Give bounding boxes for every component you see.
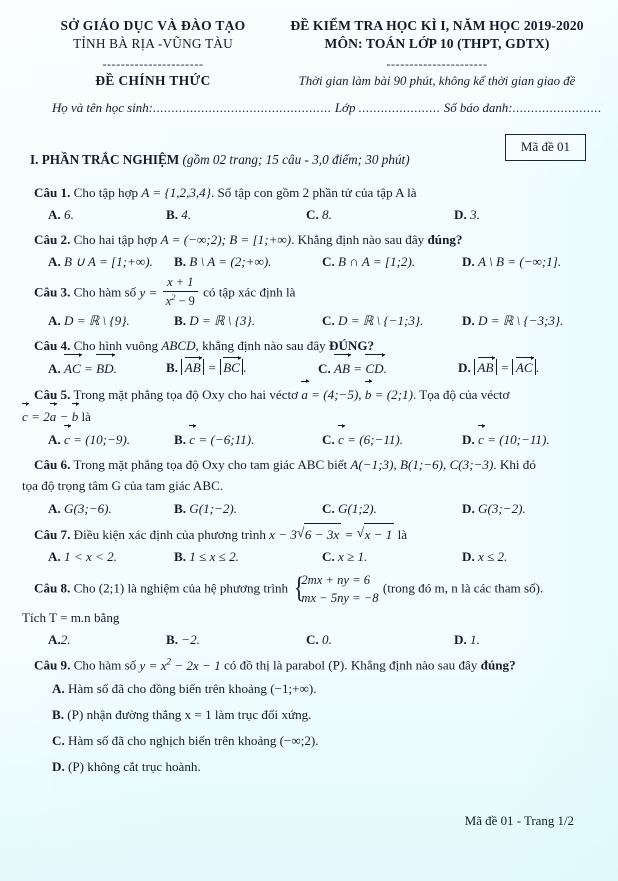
question-3-option-c[interactable]: C. D = ℝ \ {−1;3}. [322, 313, 424, 329]
question-8-option-b[interactable]: B. −2. [166, 632, 200, 648]
question-5-vector-a: a = (4;−5), [301, 387, 361, 402]
question-2-option-a[interactable]: A. B ∪ A = [1;+∞). [48, 254, 153, 270]
class-label: Lớp [334, 101, 356, 116]
question-9 [22, 654, 596, 779]
question-9-option-c[interactable]: C. Hàm số đã cho nghịch biến trên khoảng (−∞;2). [52, 732, 319, 748]
student-name-label: Họ và tên học sinh: [52, 101, 153, 116]
question-4-options [22, 356, 596, 382]
question-3-text-pre: Cho hàm số [73, 284, 137, 300]
question-5-text-post: . Tọa độ của véctơ [412, 387, 510, 402]
question-6-options [22, 497, 596, 522]
question-1-set: A = {1,2,3,4} [141, 185, 211, 201]
question-8-product-text: Tích T = m.n bằng [22, 610, 120, 626]
question-8-option-c[interactable]: C. 0. [306, 632, 332, 648]
question-6-option-a[interactable]: A. G(3;−6). [48, 500, 112, 516]
question-1-text-pre: Cho tập hợp [73, 185, 139, 201]
question-2-option-d[interactable]: D. A \ B = (−∞;1]. [462, 254, 562, 270]
exam-duration-note: Thời gian làm bài 90 phút, không kể thời gian giao đề [298, 74, 576, 89]
question-9-text-pre: Cho hàm số [73, 657, 137, 673]
question-1-option-d[interactable]: D. 3. [454, 207, 480, 223]
question-5 [22, 383, 596, 453]
question-1-option-a[interactable]: A. 6. [48, 207, 74, 223]
question-8-stem-line2 [22, 607, 596, 628]
question-4 [22, 335, 596, 382]
divider-right: ---------------------- [386, 57, 488, 72]
question-2-number: Câu 2. [34, 232, 71, 248]
question-9-function: $y = x^2 - 2x - 1$ [139, 656, 221, 673]
question-7-equation: x − 3 √ 6 − 3x = √ x − 1 [269, 527, 394, 542]
question-5-option-a[interactable]: A. c = (10;−9). [48, 427, 174, 453]
system-row-2: mx − 5ny = −8 [301, 590, 379, 605]
question-8-text-pre: Cho (2;1) là nghiệm của hệ phương trình [73, 579, 289, 595]
question-7-option-b[interactable]: B. 1 ≤ x ≤ 2. [174, 548, 239, 564]
question-7-text-post: là [397, 526, 408, 542]
question-9-option-d[interactable]: D. (P) không cắt trục hoành. [52, 758, 201, 774]
question-5-options [22, 427, 596, 453]
question-3 [22, 276, 596, 334]
question-8-stem [22, 571, 596, 608]
question-3-stem [22, 276, 596, 309]
question-8-system [292, 571, 378, 608]
question-6-number: Câu 6. [34, 457, 71, 473]
question-5-text-line2-post: là [81, 409, 91, 425]
question-1-options [22, 203, 596, 228]
question-2 [22, 229, 596, 275]
question-9-emphasis: đúng? [480, 657, 516, 673]
question-5-option-c[interactable]: C. c = (6;−11). [322, 427, 462, 453]
class-field[interactable]: ...................... [358, 101, 441, 116]
question-3-options [22, 309, 596, 334]
question-4-emphasis: ĐÚNG? [329, 337, 375, 353]
question-7-options [22, 545, 596, 570]
question-5-expression: c = 2a − b [22, 409, 78, 424]
issuing-authority-block [22, 17, 278, 89]
question-1-option-b[interactable]: B. 4. [166, 207, 192, 223]
exam-title-block [278, 17, 596, 89]
document-header [22, 0, 596, 89]
question-3-text-post: có tập xác định là [203, 284, 296, 300]
question-7 [22, 523, 596, 570]
question-1-stem [22, 182, 596, 203]
question-1 [22, 182, 596, 228]
question-4-text-post: , khẳng định nào sau đây [195, 337, 326, 353]
student-info-line [22, 101, 602, 116]
question-6-text-post: . Khi đó [493, 457, 536, 473]
question-7-option-d[interactable]: D. x ≤ 2. [462, 548, 508, 564]
question-2-option-b[interactable]: B. B \ A = (2;+∞). [174, 254, 272, 270]
exam-code-label: Mã đề 01 [520, 139, 570, 154]
question-4-option-d[interactable]: D. AB = AC . [458, 360, 540, 376]
student-id-field[interactable]: ........................ [512, 101, 602, 116]
question-3-option-d[interactable]: D. D = ℝ \ {−3;3}. [462, 313, 564, 329]
question-9-option-b[interactable]: B. (P) nhận đường thẳng x = 1 làm trục đối xứng. [52, 706, 312, 722]
question-3-number: Câu 3. [34, 284, 71, 300]
official-exam-label: ĐỀ CHÍNH THỨC [95, 72, 211, 88]
question-5-vector-b: b = (2;1) [365, 387, 413, 402]
question-8-option-d[interactable]: D. 1. [454, 632, 480, 648]
question-5-number: Câu 5. [34, 387, 71, 402]
question-3-option-a[interactable]: A. D = ℝ \ {9}. [48, 313, 130, 329]
fraction-denominator: $x^2 - 9$ [165, 291, 195, 309]
question-4-stem [22, 335, 596, 356]
divider-left: ---------------------- [102, 56, 204, 71]
question-4-option-b[interactable]: B. AB = BC . [166, 360, 247, 376]
question-6-option-c[interactable]: C. G(1;2). [322, 500, 377, 516]
question-6-option-d[interactable]: D. G(3;−2). [462, 500, 526, 516]
question-6-stem [22, 454, 596, 475]
question-6-stem-line2: tọa độ trọng tâm G của tam giác ABC. [22, 478, 224, 494]
question-6-option-b[interactable]: B. G(1;−2). [174, 500, 238, 516]
question-2-text-pre: Cho hai tập hợp [73, 232, 158, 248]
system-row-1: { 2mx + ny = 6 [301, 572, 371, 587]
section-subtitle: (gồm 02 trang; 15 câu - 3,0 điểm; 30 phút) [182, 152, 410, 168]
question-3-option-b[interactable]: B. D = ℝ \ {3}. [174, 313, 255, 329]
question-1-number: Câu 1. [34, 185, 71, 201]
question-4-option-c[interactable]: C. AB = CD. [318, 356, 458, 382]
fraction-numerator: x + 1 [163, 276, 198, 292]
question-5-stem [22, 383, 596, 405]
question-2-sets: A = (−∞;2); B = [1;+∞) [160, 232, 292, 248]
question-4-number: Câu 4. [34, 337, 71, 353]
question-1-option-c[interactable]: C. 8. [306, 207, 332, 223]
department-line-2: TỈNH BÀ RỊA -VŨNG TÀU [73, 35, 233, 51]
question-6-text-pre: Trong mặt phẳng tọa độ Oxy cho tam giác ABC biết [73, 457, 348, 473]
student-id-label: Số báo danh: [443, 101, 513, 116]
question-2-options [22, 250, 596, 275]
question-9-option-a[interactable]: A. Hàm số đã cho đồng biến trên khoảng (−1;+∞). [52, 680, 317, 696]
question-9-number: Câu 9. [34, 657, 71, 673]
question-7-option-c[interactable]: C. x ≥ 1. [322, 548, 368, 564]
question-2-stem [22, 229, 596, 250]
exam-code-box [505, 134, 586, 161]
question-5-stem-line2 [22, 405, 596, 427]
question-2-text-post: . Khẳng định nào sau đây [291, 232, 425, 248]
question-8-number: Câu 8. [34, 579, 71, 595]
question-6 [22, 454, 596, 521]
question-3-fraction [163, 276, 198, 308]
question-list [22, 182, 596, 779]
question-8-text-post: (trong đó m, n là các tham số). [382, 579, 544, 595]
question-4-text-pre: Cho hình vuông [73, 337, 159, 353]
question-7-stem [22, 523, 596, 545]
question-8-option-a[interactable]: A.2. [48, 632, 71, 648]
question-5-option-d[interactable]: D. c = (10;−11). [462, 427, 592, 453]
question-1-text-post: . Số tập con gồm 2 phần tử của tập A là [210, 185, 417, 201]
student-name-field[interactable]: ................................................ [152, 101, 332, 116]
question-7-text-pre: Điều kiện xác định của phương trình [73, 526, 266, 542]
question-8 [22, 571, 596, 654]
department-line-1: SỞ GIÁO DỤC VÀ ĐÀO TẠO [60, 18, 246, 33]
exam-title-line-1: ĐỀ KIỂM TRA HỌC KÌ I, NĂM HỌC 2019-2020 [290, 18, 584, 33]
question-7-number: Câu 7. [34, 526, 71, 542]
question-9-text-mid: có đồ thị là parabol (P). Khẳng định nào sau đây [223, 657, 478, 673]
question-6-points: A(−1;3), B(1;−6), C(3;−3) [350, 457, 494, 473]
question-8-options [22, 628, 596, 653]
question-4-square: ABCD [161, 337, 196, 353]
question-4-option-a[interactable]: A. AC = BD. [48, 356, 166, 382]
exam-title-line-2: MÔN: TOÁN LỚP 10 (THPT, GDTX) [324, 36, 550, 52]
question-2-option-c[interactable]: C. B ∩ A = [1;2). [322, 254, 416, 270]
question-9-stem [22, 654, 596, 676]
page-footer: Mã đề 01 - Trang 1/2 [464, 814, 574, 828]
section-title: I. PHẦN TRẮC NGHIỆM [30, 152, 180, 168]
question-2-emphasis: đúng? [427, 232, 463, 248]
question-7-option-a[interactable]: A. 1 < x < 2. [48, 548, 117, 564]
question-9-options [22, 676, 596, 780]
question-5-text-pre: Trong mặt phẳng tọa độ Oxy cho hai véctơ [73, 387, 299, 402]
question-3-function: y = $\frac{x + 1}{x^2 - 9}$ [140, 285, 204, 300]
question-5-option-b[interactable]: B. c = (−6;11). [174, 427, 322, 453]
